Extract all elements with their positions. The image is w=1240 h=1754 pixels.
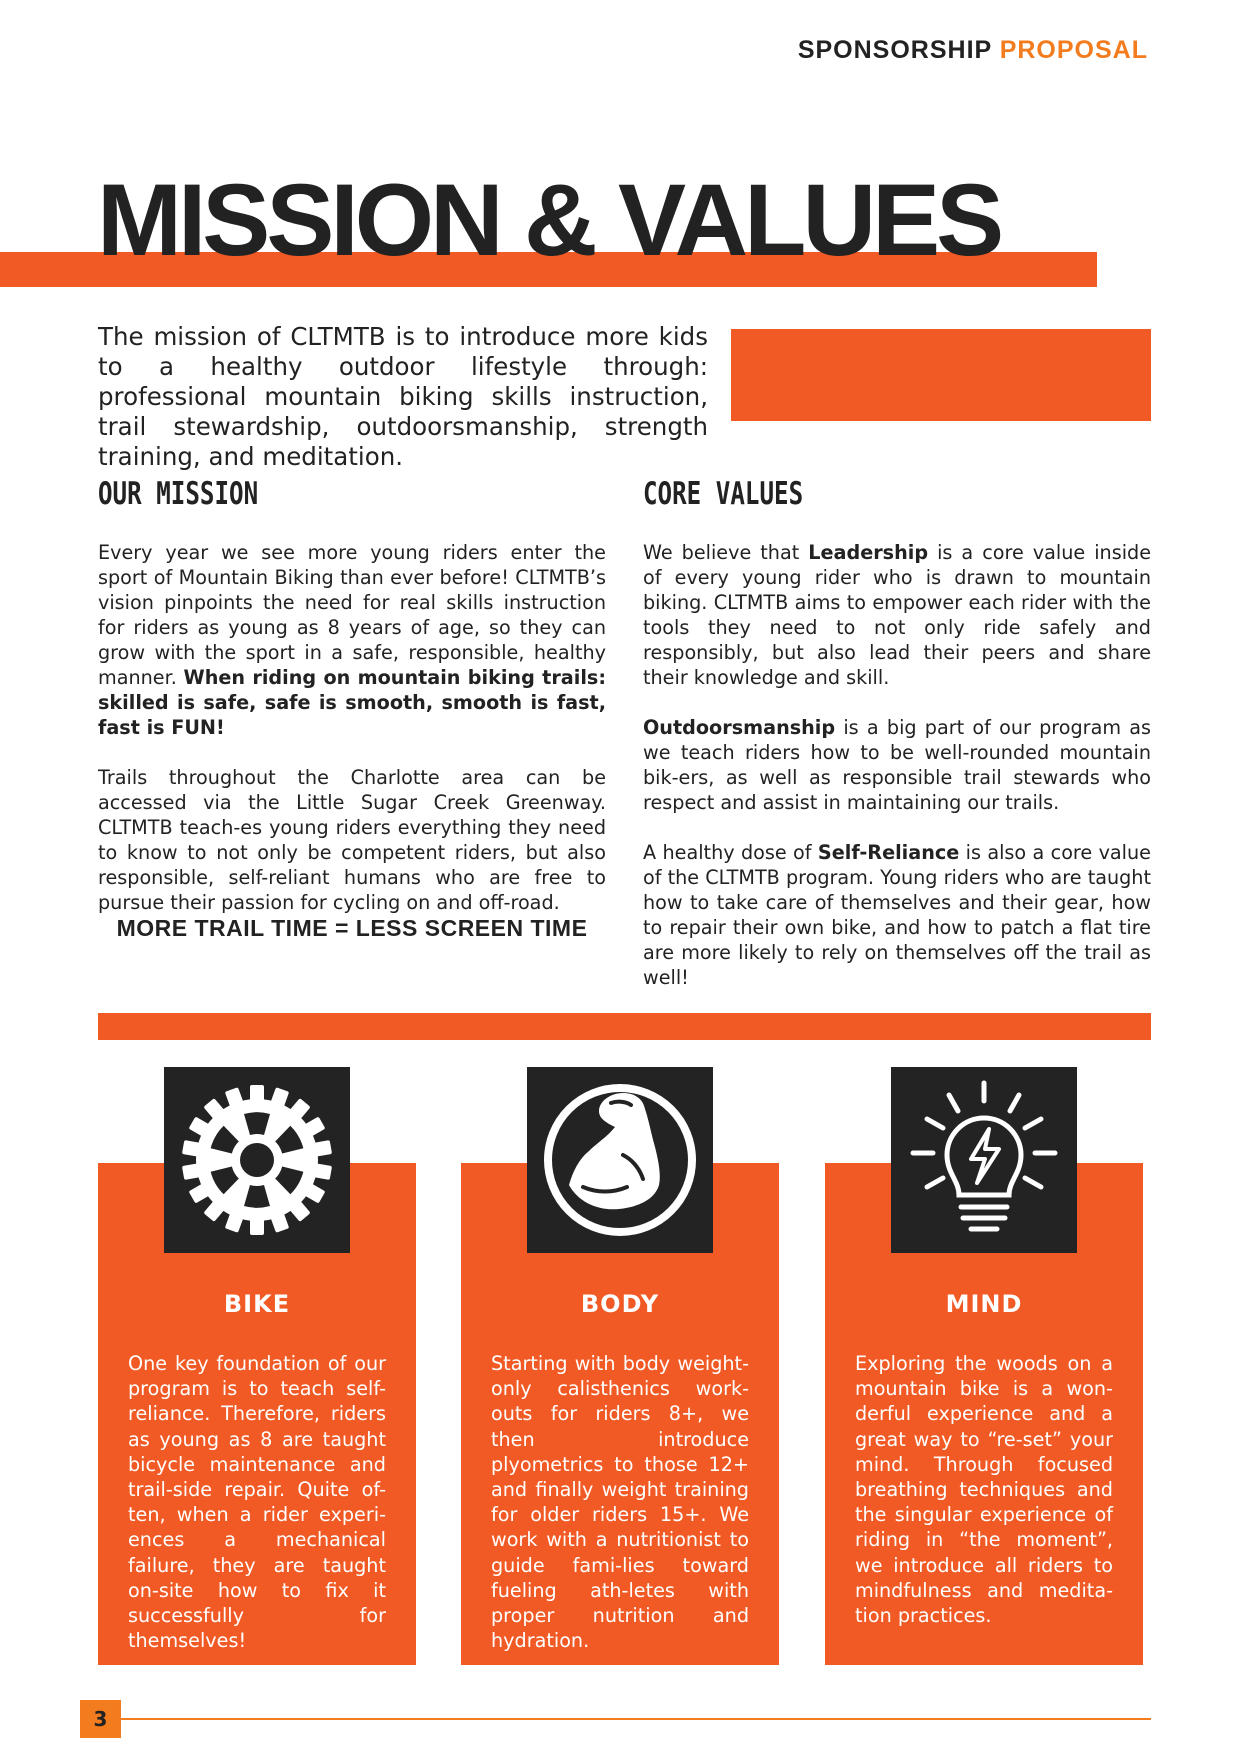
mission-paragraph-1-bold: When riding on mountain biking trails: skilled is safe, safe is smooth, smooth is fast, fast is FUN! <box>98 666 606 739</box>
value-outdoorsmanship <box>643 715 1151 815</box>
page-title: MISSION & VALUES <box>97 163 1001 277</box>
core-values-column <box>643 540 1151 1015</box>
tagline: MORE TRAIL TIME = LESS SCREEN TIME <box>116 915 588 941</box>
card-bike-icon-box <box>164 1067 350 1253</box>
value-leadership-bold: Leadership <box>808 541 929 564</box>
header-word-proposal: PROPOSAL <box>999 36 1148 64</box>
value-self-reliance-pre: A healthy dose of <box>643 841 818 864</box>
our-mission-column <box>98 540 606 940</box>
document-header <box>798 36 1148 65</box>
value-leadership-post: is a core value inside of every young rider who is drawn to mountain biking. CLTMTB aims to empower each rider with the tools they need to not only ride safely and responsibly, but also lead their peers and share their knowledge and skill. <box>643 541 1152 689</box>
card-body-icon-box <box>527 1067 713 1253</box>
card-mind-text: Exploring the woods on a mountain bike is a won-derful experience and a great way to “re-set” your mind. Through focused breathing techniques and the singular experience of riding in “the moment”, we introduce all riders to mindfulness and medita-tion practices. <box>855 1352 1113 1628</box>
value-leadership-pre: We believe that <box>643 541 809 564</box>
value-outdoorsmanship-bold: Outdoorsmanship <box>643 716 836 739</box>
gear-icon <box>164 1067 350 1253</box>
value-self-reliance-bold: Self-Reliance <box>817 841 960 864</box>
card-bike-title: BIKE <box>223 1290 291 1318</box>
page-number: 3 <box>80 1700 121 1738</box>
section-divider-bar <box>98 1013 1151 1040</box>
value-leadership <box>643 540 1151 690</box>
card-mind-title: MIND <box>945 1290 1023 1318</box>
intro-accent-block <box>731 329 1151 421</box>
header-word-sponsorship: SPONSORSHIP <box>797 36 992 64</box>
mission-paragraph-1 <box>98 540 606 740</box>
card-body-title: BODY <box>580 1290 660 1318</box>
core-values-heading: CORE VALUES <box>643 476 804 512</box>
value-self-reliance <box>643 840 1151 990</box>
flexed-arm-icon <box>527 1067 713 1253</box>
mission-paragraph-1-text: Every year we see more young riders enter the sport of Mountain Biking than ever before! CLTMTB’s vision pinpoints the need for real skills instruction for riders as young as 8 years of age, so they can grow with the sport in a safe, responsible, healthy manner. <box>98 541 606 689</box>
card-mind-icon-box <box>891 1067 1077 1253</box>
footer-rule <box>121 1718 1151 1720</box>
value-self-reliance-post: is also a core value of the CLTMTB program. Young riders who are taught how to take care of themselves and their gear, how to repair their own bike, and how to patch a flat tire are more likely to rely on themselves off the trail as well! <box>643 841 1151 989</box>
mission-intro: The mission of CLTMTB is to introduce more kids to a healthy outdoor lifestyle through: professional mountain biking skills instruction, trail stewardship, outdoorsmanship, strength training, and meditation. <box>98 322 708 471</box>
value-outdoorsmanship-post: is a big part of our program as we teach riders how to be well-rounded mountain bik-ers, as well as responsible trail stewards who respect and assist in maintaining our trails. <box>643 716 1151 814</box>
mission-paragraph-2: Trails throughout the Charlotte area can be accessed via the Little Sugar Creek Greenway. CLTMTB teach-es young riders everything they need to know to not only be competent riders, but also responsible, self-reliant humans who are free to pursue their passion for cycling on and off-road. <box>98 766 606 914</box>
card-body-text: Starting with body weight-only calisthenics work-outs for riders 8+, we then introduce plyometrics to those 12+ and finally weight training for older riders 15+. We work with a nutritionist to guide fami-lies toward fueling ath-letes with proper nutrition and hydration. <box>491 1352 749 1653</box>
card-bike-text: One key foundation of our program is to teach self-reliance. Therefore, riders as young as 8 are taught bicycle maintenance and trail-side repair. Quite of-ten, when a rider experi-ences a mechanical failure, they are taught on-site how to fix it successfully for themselves! <box>128 1352 386 1653</box>
our-mission-heading: OUR MISSION <box>98 476 259 512</box>
lightbulb-icon <box>891 1067 1077 1253</box>
